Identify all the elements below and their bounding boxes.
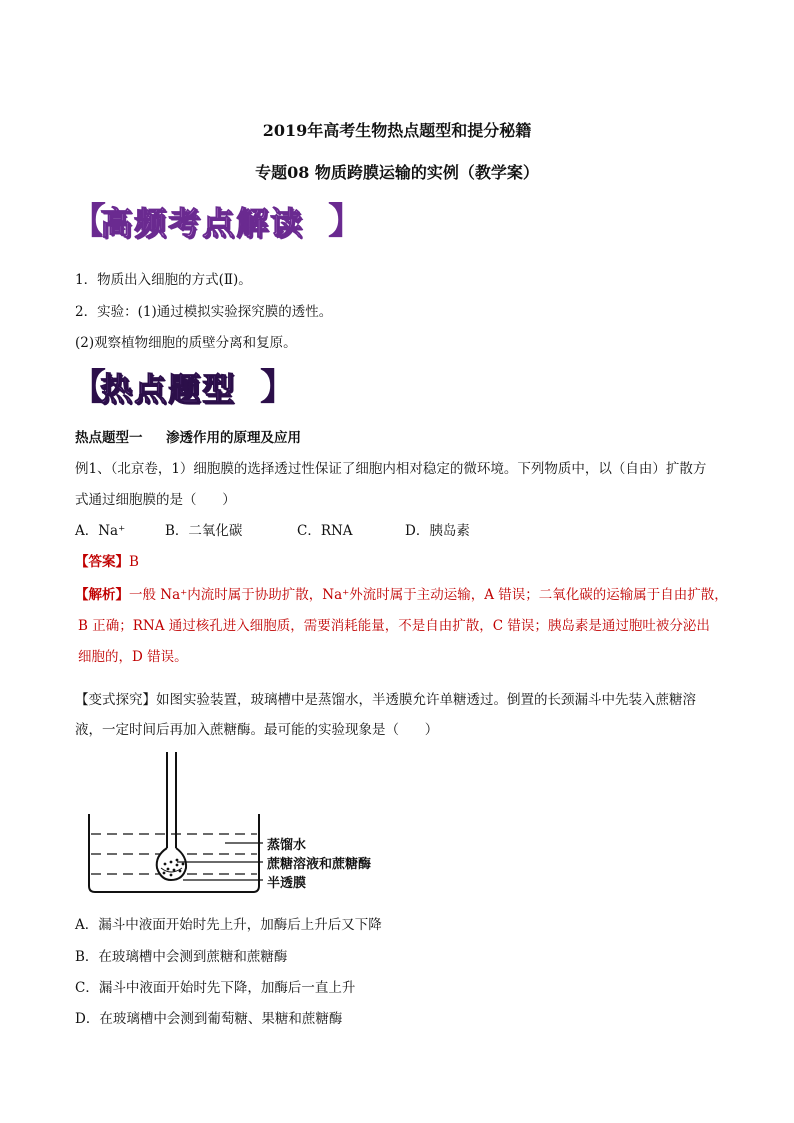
option-c: C．RNA xyxy=(297,523,353,539)
diagram-label-membrane: 半透膜 xyxy=(267,876,307,891)
banner-text: 热点题型 xyxy=(100,370,237,408)
analysis-text: B 正确；RNA 通过核孔进入细胞质，需要消耗能量，不是自由扩散，C 错误；胰岛素是通过胞吐被分泌出 xyxy=(78,618,710,634)
diagram-label-distilled-water: 蒸馏水 xyxy=(267,838,307,853)
answer-value: B xyxy=(129,554,139,570)
apparatus-svg xyxy=(75,752,405,902)
analysis-text: 细胞的，D 错误。 xyxy=(78,649,188,665)
topic-heading: 热点题型一 渗透作用的原理及应用 xyxy=(75,430,301,446)
section-banner-high-frequency xyxy=(70,200,370,248)
option-a: A．漏斗中液面开始时先上升，加酶后上升后又下降 xyxy=(75,917,382,933)
option-a: A．Na⁺ xyxy=(75,523,126,539)
option-b: B．在玻璃槽中会测到蔗糖和蔗糖酶 xyxy=(75,949,288,965)
variant-text: 液，一定时间后再加入蔗糖酶。最可能的实验现象是（ ） xyxy=(75,722,439,738)
page-title: 2019年高考生物热点题型和提分秘籍 xyxy=(262,121,532,140)
page-subtitle: 专题08 物质跨膜运输的实例（教学案） xyxy=(255,163,539,182)
diagram-label-sucrose-solution: 蔗糖溶液和蔗糖酶 xyxy=(267,857,372,872)
answer-label: 【答案】 xyxy=(75,554,129,570)
question-text: 例1、（北京卷，1）细胞膜的选择透过性保证了细胞内相对稳定的微环境。下列物质中，以（自由）扩散方 xyxy=(75,461,707,477)
variant-text: 如图实验装置，玻璃槽中是蒸馏水，半透膜允许单糖透过。倒置的长颈漏斗中先装入蔗糖溶 xyxy=(156,692,696,708)
option-d: D．胰岛素 xyxy=(405,523,470,539)
section-banner-hot-topics xyxy=(70,366,300,414)
list-item: (2)观察植物细胞的质壁分离和复原。 xyxy=(75,335,297,351)
variant-line xyxy=(75,688,696,708)
option-b: B．二氧化碳 xyxy=(165,523,243,539)
analysis-line xyxy=(75,583,728,603)
variant-label: 【变式探究】 xyxy=(75,692,156,708)
question-text: 式通过细胞膜的是（ ） xyxy=(75,492,236,508)
banner-left-bracket: 【 xyxy=(70,367,107,408)
analysis-text: 一般 Na⁺内流时属于协助扩散，Na⁺外流时属于主动运输，A 错误；二氧化碳的运输属于自由扩散， xyxy=(129,587,728,603)
option-c: C．漏斗中液面开始时先下降，加酶后一直上升 xyxy=(75,980,356,996)
banner-text: 高频考点解读 xyxy=(100,204,305,242)
osmosis-apparatus-diagram xyxy=(75,752,405,902)
banner-right-bracket: 】 xyxy=(328,201,365,242)
list-item: 1．物质出入细胞的方式(Ⅱ)。 xyxy=(75,272,252,288)
analysis-label: 【解析】 xyxy=(75,587,129,603)
list-item: 2．实验：(1)通过模拟实验探究膜的透性。 xyxy=(75,304,333,320)
banner-left-bracket: 【 xyxy=(70,201,107,242)
option-d: D．在玻璃槽中会测到葡萄糖、果糖和蔗糖酶 xyxy=(75,1011,343,1027)
answer-line xyxy=(75,550,139,570)
banner-right-bracket: 】 xyxy=(260,367,297,408)
